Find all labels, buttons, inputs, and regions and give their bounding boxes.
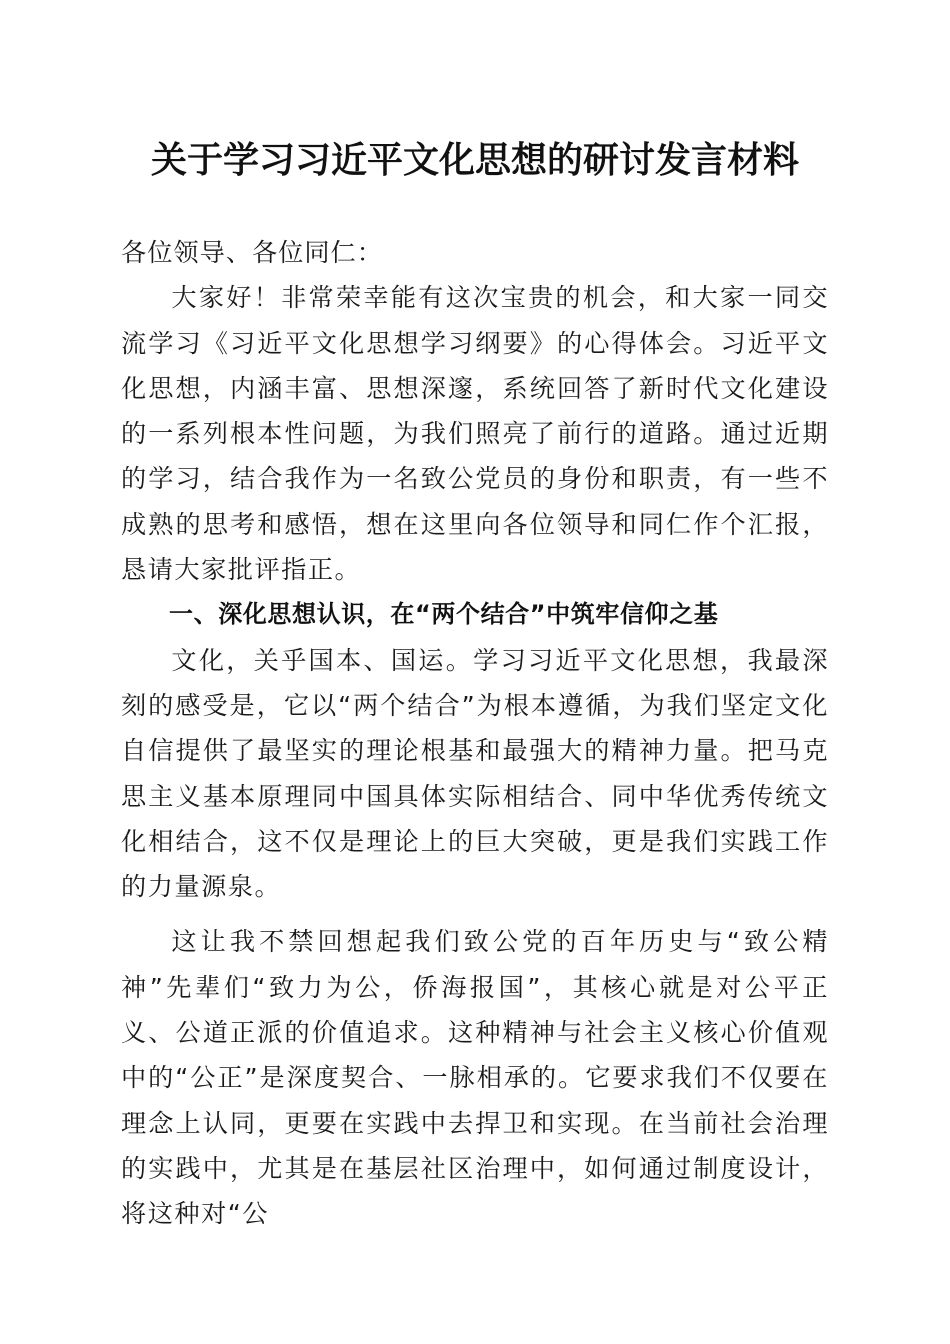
- section-heading-1: 一、深化思想认识，在“两个结合”中筑牢信仰之基: [169, 600, 719, 629]
- paragraph-intro: 大家好！非常荣幸能有这次宝贵的机会，和大家一同交流学习《习近平文化思想学习纲要》的心得体会。习近平文化思想，内涵丰富、思想深邃，系统回答了新时代文化建设的一系列根本性问题，为我们照亮了前行的道路。通过近期的学习，结合我作为一名致公党员的身份和职责，有一些不成熟的思考和感悟，想在这里向各位领导和同仁作个汇报，恳请大家批评指正。: [121, 283, 829, 585]
- document-body: [121, 230, 829, 1237]
- paragraph-zhigong-spirit: 这让我不禁回想起我们致公党的百年历史与“致公精神”先辈们“致力为公，侨海报国”，其核心就是对公平正义、公道正派的价值追求。这种精神与社会主义核心价值观中的“公正”是深度契合、一脉相承的。它要求我们不仅要在理念上认同，更要在实践中去捍卫和实现。在当前社会治理的实践中，尤其是在基层社区治理中，如何通过制度设计，将这种对“公: [121, 927, 829, 1229]
- document-title: 关于学习习近平文化思想的研讨发言材料: [150, 139, 799, 181]
- paragraph-culture: 文化，关乎国本、国运。学习习近平文化思想，我最深刻的感受是，它以“两个结合”为根本遵循，为我们坚定文化自信提供了最坚实的理论根基和最强大的精神力量。把马克思主义基本原理同中国具体实际相结合、同中华优秀传统文化相结合，这不仅是理论上的巨大突破，更是我们实践工作的力量源泉。: [121, 645, 829, 902]
- salutation: 各位领导、各位同仁：: [121, 238, 383, 267]
